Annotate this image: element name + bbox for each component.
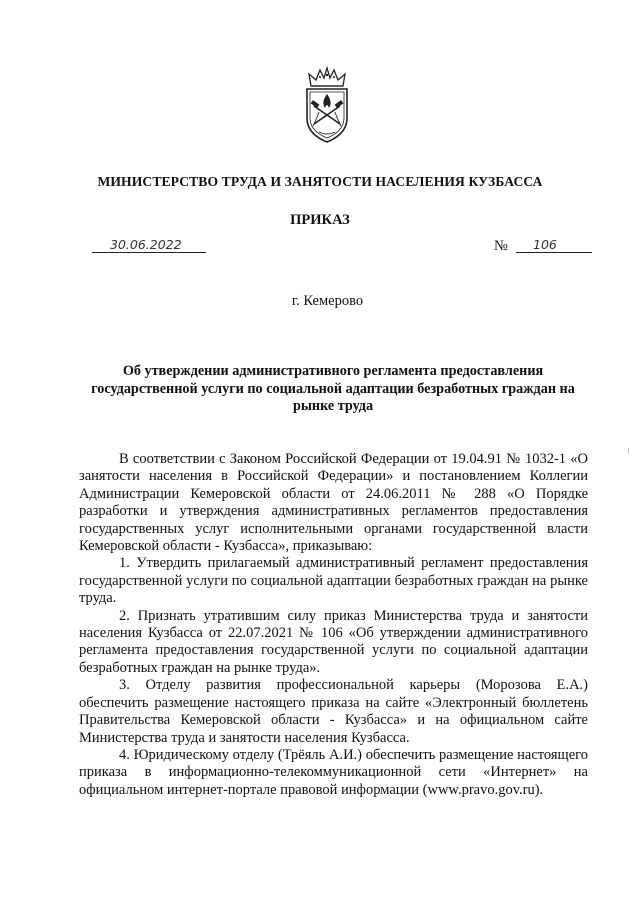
paragraph-item-4: 4. Юридическому отделу (Трёяль А.И.) обеспечить размещение настоящего приказа в информационно-телекоммуникационной сети «Интернет» на официальном интернет-портале правовой информации (www.pravo.gov.ru). <box>79 746 588 798</box>
order-number-field <box>516 236 592 253</box>
order-number: 106 <box>533 237 557 252</box>
margin-mark <box>628 448 629 453</box>
city-name: г. Кемерово <box>291 293 364 309</box>
paragraph-item-1: 1. Утвердить прилагаемый административный регламент предоставления государственной услуги по социальной адаптации безработных граждан на рынке труда. <box>79 555 588 607</box>
order-heading: Об утверждении административного регламента предоставления государственной услуги по социальной адаптации безработных граждан на рынке труда <box>91 363 575 414</box>
paragraph-preamble: В соответствии с Законом Российской Федерации от 19.04.91 № 1032-1 «О занятости населения в Российской Федерации» и постановлением Коллегии Администрации Кемеровской области от 24.06.2011 № 288 «О Порядке разработки и утверждения административных регламентов предоставления государственных услуг исполнительными органами государственной власти Кемеровской области - Кузбасса», приказываю: <box>79 451 588 555</box>
paragraph-item-3: 3. Отделу развития профессиональной карьеры (Морозова Е.А.) обеспечить размещение настоящего приказа на сайте «Электронный бюллетень Правительства Кемеровской области - Кузбасса» и на официальном сайте Министерства труда и занятости населения Кузбасса. <box>79 677 588 746</box>
paragraph-item-2: 2. Признать утратившим силу приказ Министерства труда и занятости населения Кузбасса от 22.07.2021 № 106 «Об утверждении административного регламента предоставления государственной услуги по социальной адаптации безработных граждан на рынке труда». <box>79 607 588 676</box>
order-body <box>79 451 588 799</box>
number-sign: № <box>494 238 508 254</box>
order-date: 30.06.2022 <box>110 237 182 252</box>
kuzbass-coat-of-arms-icon <box>297 66 357 146</box>
ministry-name: МИНИСТЕРСТВО ТРУДА И ЗАНЯТОСТИ НАСЕЛЕНИЯ КУЗБАССА <box>97 174 543 189</box>
document-type-title: ПРИКАЗ <box>290 212 350 228</box>
order-date-field <box>92 236 206 253</box>
